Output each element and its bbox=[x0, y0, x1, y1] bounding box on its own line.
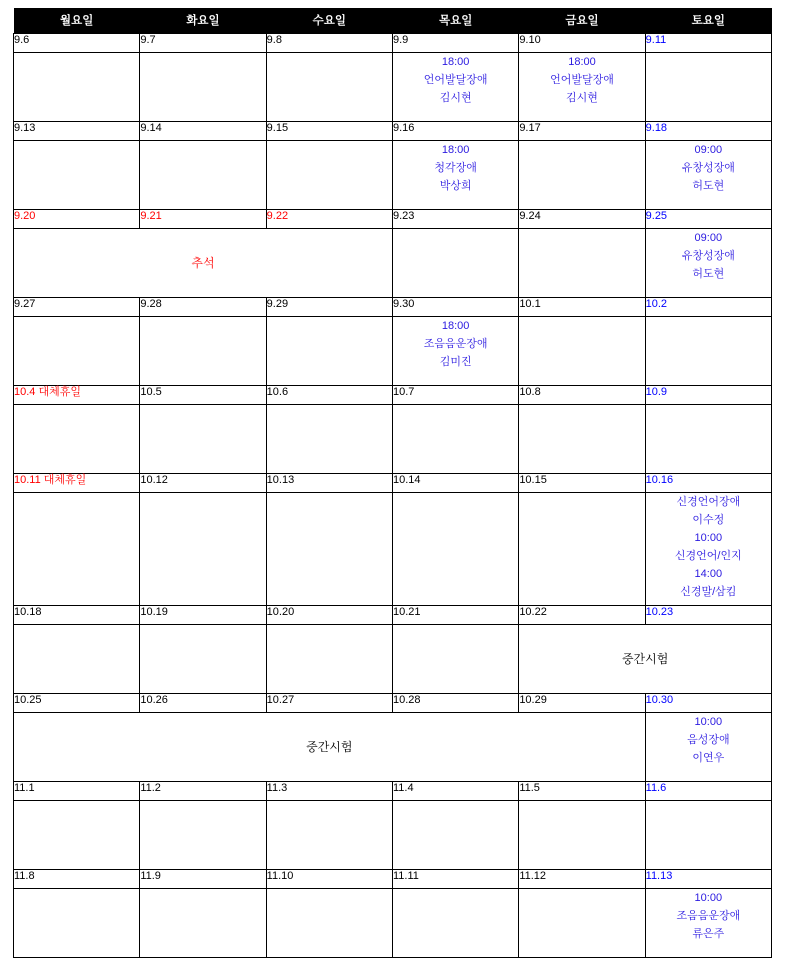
calendar-header bbox=[14, 8, 772, 34]
empty-cell[interactable] bbox=[14, 801, 140, 870]
empty-cell[interactable] bbox=[519, 493, 645, 606]
date-cell[interactable]: 9.13 bbox=[14, 122, 140, 141]
date-cell[interactable]: 10.9 bbox=[645, 386, 771, 405]
event-line: 김시현 bbox=[566, 92, 598, 104]
event-cell[interactable] bbox=[645, 229, 771, 298]
empty-cell[interactable] bbox=[266, 141, 392, 210]
event-line: 이수정 bbox=[692, 514, 725, 526]
date-cell[interactable]: 11.9 bbox=[140, 870, 266, 889]
event-cell[interactable] bbox=[645, 713, 771, 782]
date-cell[interactable]: 9.11 bbox=[645, 34, 771, 53]
date-cell[interactable]: 10.12 bbox=[140, 474, 266, 493]
date-cell[interactable]: 11.13 bbox=[645, 870, 771, 889]
empty-cell[interactable] bbox=[14, 625, 140, 694]
event-line: 김미진 bbox=[439, 356, 472, 368]
event-line: 10:00 bbox=[694, 532, 723, 544]
calendar-date-row bbox=[14, 210, 772, 229]
event-cell[interactable] bbox=[645, 141, 771, 210]
event-line: 14:00 bbox=[694, 568, 723, 580]
date-cell[interactable]: 10.27 bbox=[266, 694, 392, 713]
empty-cell[interactable] bbox=[392, 405, 518, 474]
date-cell[interactable]: 10.6 bbox=[266, 386, 392, 405]
calendar-date-row bbox=[14, 298, 772, 317]
event-line: 09:00 bbox=[694, 144, 723, 156]
date-cell[interactable]: 10.26 bbox=[140, 694, 266, 713]
event-line: 중간시험 bbox=[621, 652, 669, 666]
date-cell[interactable]: 11.8 bbox=[14, 870, 140, 889]
date-cell[interactable]: 10.7 bbox=[392, 386, 518, 405]
empty-cell[interactable] bbox=[392, 625, 518, 694]
date-cell[interactable]: 9.20 bbox=[14, 210, 140, 229]
empty-cell[interactable] bbox=[519, 889, 645, 958]
event-line: 김시현 bbox=[439, 92, 472, 104]
event-line: 10:00 bbox=[694, 892, 723, 904]
event-line: 조음음운장애 bbox=[423, 338, 488, 350]
empty-cell[interactable] bbox=[266, 53, 392, 122]
calendar-date-row bbox=[14, 694, 772, 713]
event-line: 신경말/삼킴 bbox=[680, 586, 737, 598]
date-cell[interactable]: 9.27 bbox=[14, 298, 140, 317]
column-header-friday: 금요일 bbox=[519, 8, 645, 34]
empty-cell[interactable] bbox=[519, 229, 645, 298]
event-cell[interactable] bbox=[519, 53, 645, 122]
event-line: 09:00 bbox=[694, 232, 723, 244]
event-cell[interactable] bbox=[14, 713, 646, 782]
calendar-event-row bbox=[14, 713, 772, 782]
date-cell[interactable]: 9.6 bbox=[14, 34, 140, 53]
empty-cell[interactable] bbox=[266, 889, 392, 958]
date-cell[interactable]: 9.10 bbox=[519, 34, 645, 53]
schedule-calendar-table bbox=[13, 8, 772, 958]
column-header-wednesday: 수요일 bbox=[266, 8, 392, 34]
event-line: 18:00 bbox=[441, 56, 470, 68]
date-cell[interactable]: 10.23 bbox=[645, 606, 771, 625]
event-cell[interactable] bbox=[645, 493, 771, 606]
date-cell[interactable]: 11.6 bbox=[645, 782, 771, 801]
empty-cell[interactable] bbox=[645, 317, 771, 386]
calendar-header-row bbox=[14, 8, 772, 34]
calendar-date-row bbox=[14, 122, 772, 141]
event-line: 18:00 bbox=[441, 320, 470, 332]
calendar-date-row bbox=[14, 782, 772, 801]
event-line: 류은주 bbox=[692, 928, 725, 940]
empty-cell[interactable] bbox=[392, 493, 518, 606]
date-cell[interactable]: 11.5 bbox=[519, 782, 645, 801]
empty-cell[interactable] bbox=[266, 317, 392, 386]
column-header-thursday: 목요일 bbox=[392, 8, 518, 34]
empty-cell[interactable] bbox=[266, 493, 392, 606]
date-cell[interactable]: 10.5 bbox=[140, 386, 266, 405]
date-cell[interactable]: 10.11 대체휴일 bbox=[14, 474, 140, 493]
date-cell[interactable]: 10.4 대체휴일 bbox=[14, 386, 140, 405]
calendar-event-row bbox=[14, 493, 772, 606]
date-cell[interactable]: 9.28 bbox=[140, 298, 266, 317]
event-line: 이연우 bbox=[692, 752, 725, 764]
date-cell[interactable]: 10.8 bbox=[519, 386, 645, 405]
empty-cell[interactable] bbox=[14, 53, 140, 122]
event-line: 유창성장애 bbox=[681, 250, 735, 262]
date-cell[interactable]: 9.16 bbox=[392, 122, 518, 141]
calendar-container bbox=[0, 8, 785, 958]
event-cell[interactable] bbox=[392, 53, 518, 122]
empty-cell[interactable] bbox=[392, 889, 518, 958]
empty-cell[interactable] bbox=[392, 801, 518, 870]
date-cell[interactable]: 10.14 bbox=[392, 474, 518, 493]
empty-cell[interactable] bbox=[392, 229, 518, 298]
empty-cell[interactable] bbox=[14, 493, 140, 606]
empty-cell[interactable] bbox=[140, 405, 266, 474]
date-cell[interactable]: 11.3 bbox=[266, 782, 392, 801]
event-cell[interactable] bbox=[519, 625, 772, 694]
event-line: 허도현 bbox=[692, 180, 725, 192]
empty-cell[interactable] bbox=[266, 801, 392, 870]
event-cell[interactable] bbox=[392, 141, 518, 210]
date-cell[interactable]: 10.30 bbox=[645, 694, 771, 713]
empty-cell[interactable] bbox=[14, 405, 140, 474]
calendar-event-row bbox=[14, 625, 772, 694]
empty-cell[interactable] bbox=[519, 405, 645, 474]
date-cell[interactable]: 10.20 bbox=[266, 606, 392, 625]
calendar-date-row bbox=[14, 870, 772, 889]
column-header-tuesday: 화요일 bbox=[140, 8, 266, 34]
date-cell[interactable]: 10.21 bbox=[392, 606, 518, 625]
event-line: 중간시험 bbox=[306, 740, 353, 754]
event-line: 허도현 bbox=[692, 268, 725, 280]
empty-cell[interactable] bbox=[14, 141, 140, 210]
empty-cell[interactable] bbox=[645, 53, 771, 122]
calendar-event-row bbox=[14, 317, 772, 386]
empty-cell[interactable] bbox=[140, 141, 266, 210]
empty-cell[interactable] bbox=[14, 317, 140, 386]
date-cell[interactable]: 9.30 bbox=[392, 298, 518, 317]
calendar-body bbox=[14, 34, 772, 958]
date-cell[interactable]: 11.4 bbox=[392, 782, 518, 801]
date-cell[interactable]: 11.10 bbox=[266, 870, 392, 889]
event-cell[interactable] bbox=[392, 317, 518, 386]
date-cell[interactable]: 11.11 bbox=[392, 870, 518, 889]
date-cell[interactable]: 10.13 bbox=[266, 474, 392, 493]
event-cell[interactable] bbox=[14, 229, 393, 298]
empty-cell[interactable] bbox=[519, 141, 645, 210]
date-cell[interactable]: 9.9 bbox=[392, 34, 518, 53]
calendar-date-row bbox=[14, 474, 772, 493]
calendar-event-row bbox=[14, 405, 772, 474]
empty-cell[interactable] bbox=[140, 889, 266, 958]
event-line: 유창성장애 bbox=[681, 162, 735, 174]
calendar-event-row bbox=[14, 141, 772, 210]
date-cell[interactable]: 11.1 bbox=[14, 782, 140, 801]
date-cell[interactable]: 9.14 bbox=[140, 122, 266, 141]
event-line: 10:00 bbox=[694, 716, 723, 728]
calendar-date-row bbox=[14, 34, 772, 53]
calendar-event-row bbox=[14, 889, 772, 958]
calendar-event-row bbox=[14, 229, 772, 298]
event-cell[interactable] bbox=[645, 889, 771, 958]
date-cell[interactable]: 11.12 bbox=[519, 870, 645, 889]
date-cell[interactable]: 9.21 bbox=[140, 210, 266, 229]
empty-cell[interactable] bbox=[519, 801, 645, 870]
date-cell[interactable]: 9.23 bbox=[392, 210, 518, 229]
date-cell[interactable]: 10.2 bbox=[645, 298, 771, 317]
calendar-date-row bbox=[14, 606, 772, 625]
date-cell[interactable]: 9.17 bbox=[519, 122, 645, 141]
date-cell[interactable]: 10.15 bbox=[519, 474, 645, 493]
date-cell[interactable]: 10.28 bbox=[392, 694, 518, 713]
empty-cell[interactable] bbox=[140, 493, 266, 606]
date-cell[interactable]: 9.7 bbox=[140, 34, 266, 53]
event-line: 음성장애 bbox=[687, 734, 730, 746]
column-header-saturday: 토요일 bbox=[645, 8, 771, 34]
empty-cell[interactable] bbox=[645, 801, 771, 870]
calendar-event-row bbox=[14, 53, 772, 122]
empty-cell[interactable] bbox=[519, 317, 645, 386]
event-line: 언어발달장애 bbox=[423, 74, 488, 86]
event-line: 18:00 bbox=[441, 144, 470, 156]
empty-cell[interactable] bbox=[266, 625, 392, 694]
date-cell[interactable]: 11.2 bbox=[140, 782, 266, 801]
date-cell[interactable]: 10.1 bbox=[519, 298, 645, 317]
empty-cell[interactable] bbox=[14, 889, 140, 958]
empty-cell[interactable] bbox=[140, 317, 266, 386]
event-line: 18:00 bbox=[568, 56, 596, 68]
event-line: 신경언어장애 bbox=[676, 496, 741, 508]
event-line: 박상희 bbox=[439, 180, 472, 192]
event-line: 추석 bbox=[191, 256, 215, 270]
event-line: 조음음운장애 bbox=[676, 910, 741, 922]
date-cell[interactable]: 10.25 bbox=[14, 694, 140, 713]
date-cell[interactable]: 9.15 bbox=[266, 122, 392, 141]
date-cell[interactable]: 9.22 bbox=[266, 210, 392, 229]
date-cell[interactable]: 10.19 bbox=[140, 606, 266, 625]
column-header-monday: 월요일 bbox=[14, 8, 140, 34]
date-cell[interactable]: 10.18 bbox=[14, 606, 140, 625]
date-cell[interactable]: 9.18 bbox=[645, 122, 771, 141]
date-cell[interactable]: 9.8 bbox=[266, 34, 392, 53]
empty-cell[interactable] bbox=[140, 53, 266, 122]
date-cell[interactable]: 9.24 bbox=[519, 210, 645, 229]
empty-cell[interactable] bbox=[140, 625, 266, 694]
empty-cell[interactable] bbox=[140, 801, 266, 870]
event-line: 신경언어/인지 bbox=[674, 550, 742, 562]
date-cell[interactable]: 10.22 bbox=[519, 606, 645, 625]
empty-cell[interactable] bbox=[645, 405, 771, 474]
calendar-event-row bbox=[14, 801, 772, 870]
event-line: 청각장애 bbox=[434, 162, 477, 174]
empty-cell[interactable] bbox=[266, 405, 392, 474]
date-cell[interactable]: 10.29 bbox=[519, 694, 645, 713]
calendar-date-row bbox=[14, 386, 772, 405]
event-line: 언어발달장애 bbox=[550, 74, 614, 86]
date-cell[interactable]: 10.16 bbox=[645, 474, 771, 493]
date-cell[interactable]: 9.25 bbox=[645, 210, 771, 229]
date-cell[interactable]: 9.29 bbox=[266, 298, 392, 317]
